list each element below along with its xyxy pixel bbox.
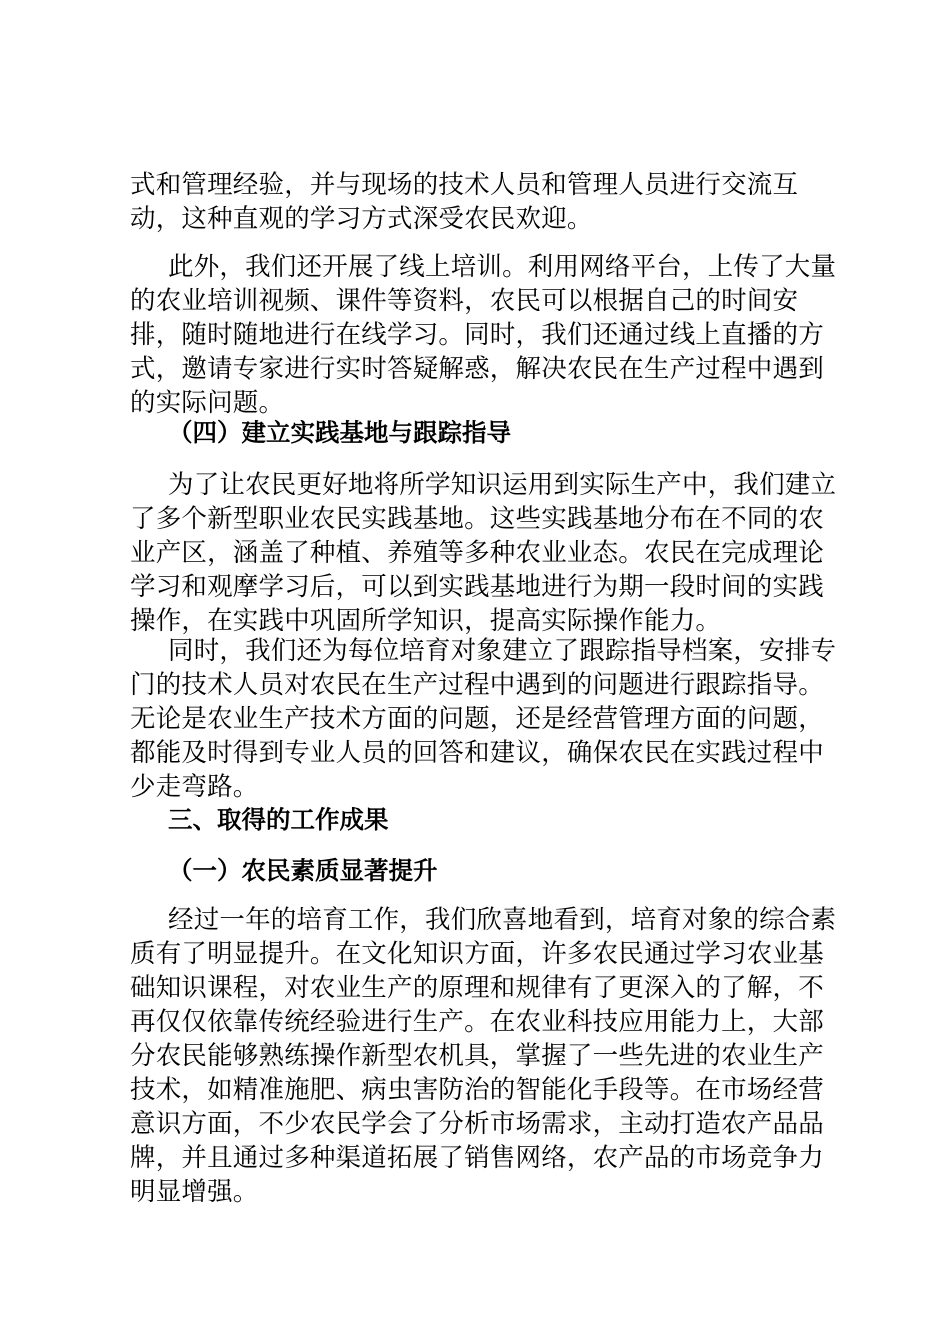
section-heading-farmer-quality: （一）农民素质显著提升 xyxy=(168,856,438,885)
paragraph-line: 的实际问题。 xyxy=(130,388,285,418)
paragraph-line: 式，邀请专家进行实时答疑解惑，解决农民在生产过程中遇到 xyxy=(130,354,824,384)
paragraph-line: 质有了明显提升。在文化知识方面，许多农民通过学习农业基 xyxy=(130,939,824,969)
section-heading-practice-base: （四）建立实践基地与跟踪指导 xyxy=(168,418,511,447)
paragraph-line: 业产区，涵盖了种植、养殖等多种农业业态。农民在完成理论 xyxy=(130,538,824,568)
paragraph-line: 少走弯路。 xyxy=(130,772,259,802)
paragraph-line: 明显增强。 xyxy=(130,1177,259,1207)
paragraph-quality-improvement xyxy=(130,903,837,1209)
paragraph-line: 式和管理经验，并与现场的技术人员和管理人员进行交流互 xyxy=(130,170,799,200)
paragraph-line: 动，这种直观的学习方式深受农民欢迎。 xyxy=(130,204,593,234)
paragraph-line: 学习和观摩学习后，可以到实践基地进行为期一段时间的实践 xyxy=(130,572,824,602)
paragraph-line: 础知识课程，对农业生产的原理和规律有了更深入的了解，不 xyxy=(130,973,824,1003)
paragraph-line: 都能及时得到专业人员的回答和建议，确保农民在实践过程中 xyxy=(130,738,824,768)
paragraph-line: 此外，我们还开展了线上培训。利用网络平台，上传了大量 xyxy=(168,252,837,282)
paragraph-practice-bases xyxy=(130,468,837,638)
paragraph-line: 同时，我们还为每位培育对象建立了跟踪指导档案，安排专 xyxy=(168,636,837,666)
paragraph-tracking-guidance xyxy=(130,634,837,804)
paragraph-line: 再仅仅依靠传统经验进行生产。在农业科技应用能力上，大部 xyxy=(130,1007,824,1037)
paragraph-line: 无论是农业生产技术方面的问题，还是经营管理方面的问题， xyxy=(130,704,824,734)
paragraph-continuation xyxy=(130,168,830,236)
paragraph-line: 操作，在实践中巩固所学知识，提高实际操作能力。 xyxy=(130,606,722,636)
paragraph-line: 排，随时随地进行在线学习。同时，我们还通过线上直播的方 xyxy=(130,320,824,350)
paragraph-line: 牌，并且通过多种渠道拓展了销售网络，农产品的市场竞争力 xyxy=(130,1143,824,1173)
paragraph-line: 为了让农民更好地将所学知识运用到实际生产中，我们建立 xyxy=(168,470,837,500)
paragraph-line: 分农民能够熟练操作新型农机具，掌握了一些先进的农业生产 xyxy=(130,1041,824,1071)
paragraph-line: 技术，如精准施肥、病虫害防治的智能化手段等。在市场经营 xyxy=(130,1075,824,1105)
paragraph-online-training xyxy=(130,250,837,420)
paragraph-line: 意识方面，不少农民学会了分析市场需求，主动打造农产品品 xyxy=(130,1109,824,1139)
paragraph-line: 了多个新型职业农民实践基地。这些实践基地分布在不同的农 xyxy=(130,504,824,534)
paragraph-line: 门的技术人员对农民在生产过程中遇到的问题进行跟踪指导。 xyxy=(130,670,824,700)
paragraph-line: 经过一年的培育工作，我们欣喜地看到，培育对象的综合素 xyxy=(168,905,837,935)
paragraph-line: 的农业培训视频、课件等资料，农民可以根据自己的时间安 xyxy=(130,286,799,316)
chapter-heading-achievements: 三、取得的工作成果 xyxy=(168,805,389,834)
